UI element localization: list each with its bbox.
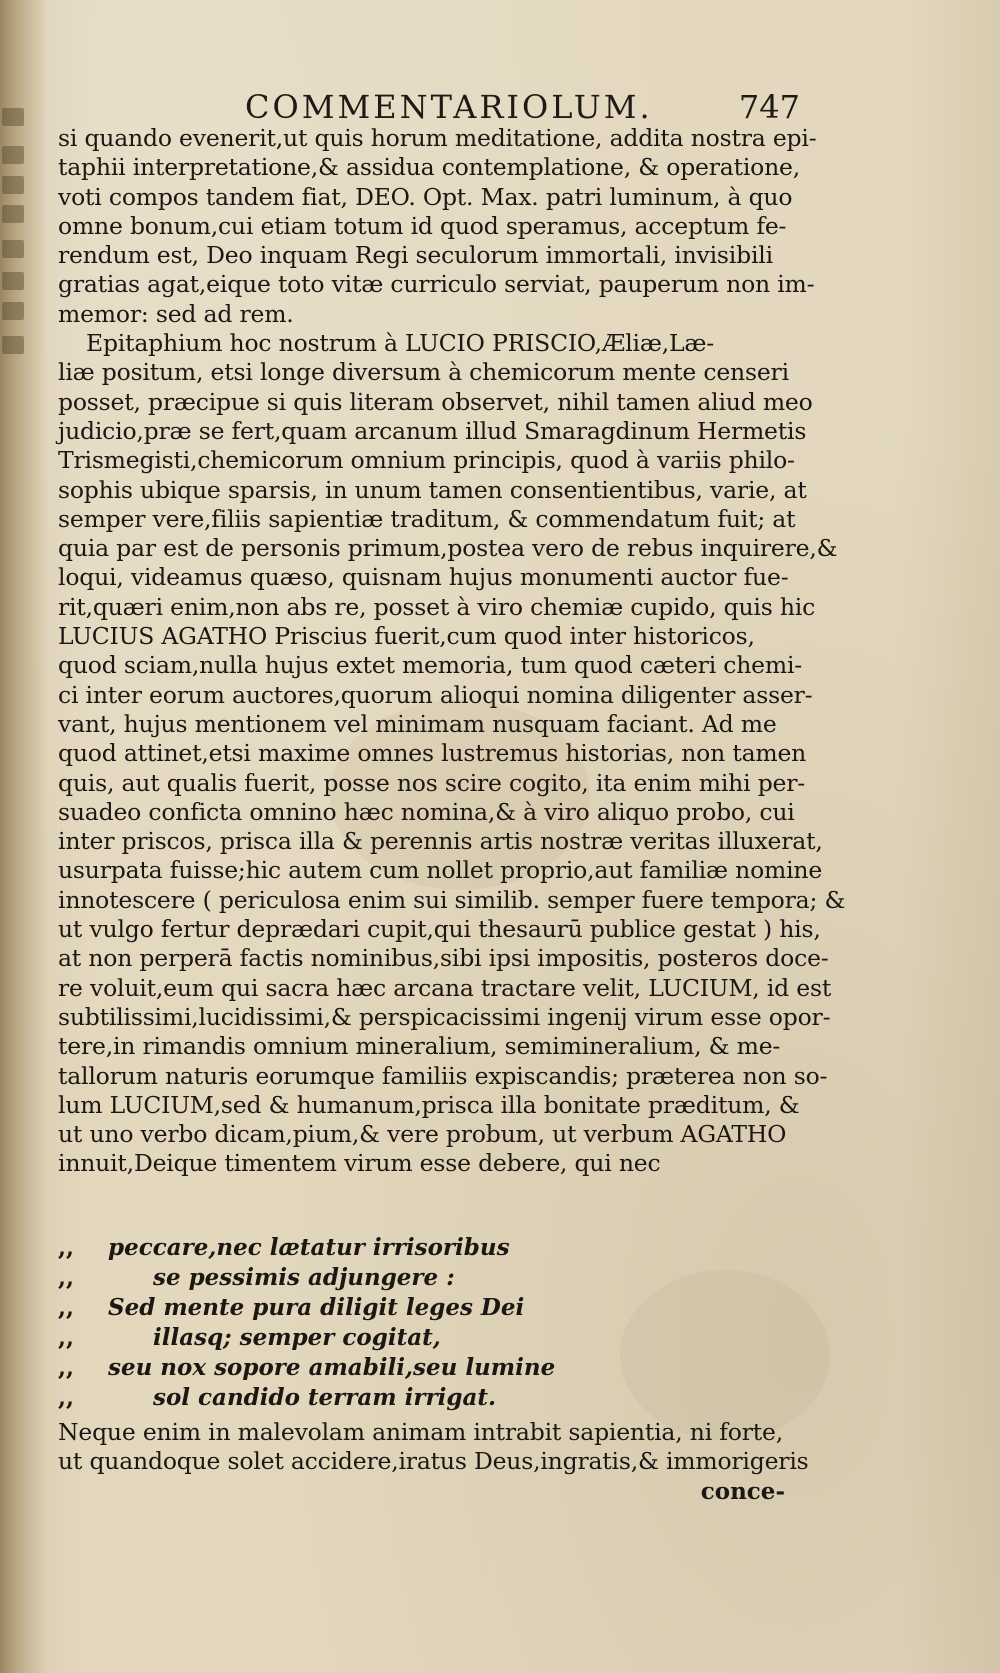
- text-line: tallorum naturis eorumque familiis expiscandis; præterea non so-: [58, 1061, 828, 1090]
- quotation-mark: ,,: [58, 1354, 75, 1381]
- text-line: rit,quæri enim,non abs re, posset à viro chemiæ cupido, quis hic: [58, 592, 816, 621]
- text-line: ci inter eorum auctores,quorum alioqui nomina diligenter asser-: [58, 680, 813, 709]
- text-line: quia par est de personis primum,postea vero de rebus inquirere,&: [58, 534, 838, 563]
- verse-line: [58, 1263, 778, 1293]
- text-line: inter priscos, prisca illa & perennis artis nostræ veritas illuxerat,: [58, 827, 823, 856]
- text-line: voti compos tandem fiat, DEO. Opt. Max. patri luminum, à quo: [58, 182, 793, 211]
- text-line: usurpata fuisse;hic autem cum nollet proprio,aut familiæ nomine: [58, 856, 823, 885]
- verse-text: sol candido terram irrigat.: [153, 1384, 496, 1411]
- text-line: at non perperā factis nominibus,sibi ipsi impositis, posteros doce-: [58, 944, 829, 973]
- verse-quotation: [58, 1233, 778, 1413]
- verse-text: se pessimis adjungere :: [153, 1264, 455, 1291]
- text-line: tere,in rimandis omnium mineralium, semimineralium, & me-: [58, 1032, 781, 1061]
- text-line: sophis ubique sparsis, in unum tamen consentientibus, varie, at: [58, 475, 807, 504]
- text-line: semper vere,filiis sapientiæ traditum, & commendatum fuit; at: [58, 504, 796, 533]
- edge-mark: [2, 205, 24, 223]
- text-line: omne bonum,cui etiam totum id quod speramus, acceptum fe-: [58, 211, 787, 240]
- text-line: ut quandoque solet accidere,iratus Deus,ingratis,& immorigeris: [58, 1447, 809, 1476]
- text-line: gratias agat,eique toto vitæ curriculo serviat, pauperum non im-: [58, 270, 815, 299]
- text-line: lum LUCIUM,sed & humanum,prisca illa bonitate præditum, &: [58, 1090, 800, 1119]
- text-line: suadeo conficta omnino hæc nomina,& à viro aliquo probo, cui: [58, 797, 795, 826]
- text-line: ut vulgo fertur deprædari cupit,qui thesaurū publice gestat ) his,: [58, 915, 821, 944]
- text-line: si quando evenerit,ut quis horum meditatione, addita nostra epi-: [58, 124, 817, 152]
- text-line: innotescere ( periculosa enim sui similib. semper fuere tempora; &: [58, 885, 846, 914]
- catchword: conce-: [700, 1478, 785, 1505]
- edge-mark: [2, 302, 24, 320]
- edge-mark: [2, 272, 24, 290]
- text-line: taphii interpretatione,& assidua contemplatione, & operatione,: [58, 153, 801, 182]
- verse-line: [58, 1353, 778, 1383]
- running-head: COMMENTARIOLUM.: [245, 88, 653, 126]
- text-line: rendum est, Deo inquam Regi seculorum immortali, invisibili: [58, 241, 773, 270]
- quotation-mark: ,,: [58, 1324, 75, 1351]
- text-line: LUCIUS AGATHO Priscius fuerit,cum quod inter historicos,: [58, 622, 755, 651]
- text-line: quod attinet,etsi maxime omnes lustremus historias, non tamen: [58, 739, 807, 768]
- quotation-mark: ,,: [58, 1264, 75, 1291]
- text-line: ut uno verbo dicam,pium,& vere probum, ut verbum AGATHO: [58, 1120, 787, 1149]
- text-line: innuit,Deique timentem virum esse debere, qui nec: [58, 1149, 661, 1178]
- page-header: [110, 88, 800, 128]
- verse-line: [58, 1323, 778, 1353]
- verse-text: peccare,nec lætatur irrisoribus: [108, 1234, 510, 1261]
- edge-mark: [2, 176, 24, 194]
- edge-mark: [2, 108, 24, 126]
- verse-text: seu nox sopore amabili,seu lumine: [108, 1354, 556, 1381]
- text-line: loqui, videamus quæso, quisnam hujus monumenti auctor fue-: [58, 563, 789, 592]
- text-line: memor: sed ad rem.: [58, 299, 294, 328]
- quotation-mark: ,,: [58, 1294, 75, 1321]
- text-line: Neque enim in malevolam animam intrabit sapientia, ni forte,: [58, 1418, 784, 1446]
- edge-mark: [2, 146, 24, 164]
- paragraph-start-line: Epitaphium hoc nostrum à LUCIO PRISCIO,Æliæ,Læ-: [86, 329, 715, 358]
- text-line: vant, hujus mentionem vel minimam nusquam faciant. Ad me: [58, 709, 777, 738]
- page-number: 747: [738, 88, 800, 126]
- verse-text: illasq; semper cogitat,: [153, 1324, 441, 1351]
- text-line: posset, præcipue si quis literam observet, nihil tamen aliud meo: [58, 387, 813, 416]
- verse-line: [58, 1233, 778, 1263]
- text-line: Trismegisti,chemicorum omnium principis, quod à variis philo-: [58, 446, 795, 475]
- verse-line: [58, 1383, 778, 1413]
- closing-text: [58, 1418, 809, 1477]
- binding-edge: [0, 0, 48, 1673]
- quotation-mark: ,,: [58, 1234, 75, 1261]
- text-line: quod sciam,nulla hujus extet memoria, tum quod cæteri chemi-: [58, 651, 803, 680]
- text-line: re voluit,eum qui sacra hæc arcana tractare velit, LUCIUM, id est: [58, 973, 832, 1002]
- edge-mark: [2, 240, 24, 258]
- text-line: liæ positum, etsi longe diversum à chemicorum mente censeri: [58, 358, 789, 387]
- edge-mark: [2, 336, 24, 354]
- verse-line: [58, 1293, 778, 1323]
- text-line: quis, aut qualis fuerit, posse nos scire cogito, ita enim mihi per-: [58, 768, 806, 797]
- main-text: [58, 124, 846, 1179]
- verse-text: Sed mente pura diligit leges Dei: [108, 1294, 525, 1321]
- quotation-mark: ,,: [58, 1384, 75, 1411]
- text-line: subtilissimi,lucidissimi,& perspicacissimi ingenij virum esse opor-: [58, 1002, 831, 1031]
- text-line: judicio,præ se fert,quam arcanum illud Smaragdinum Hermetis: [58, 416, 807, 445]
